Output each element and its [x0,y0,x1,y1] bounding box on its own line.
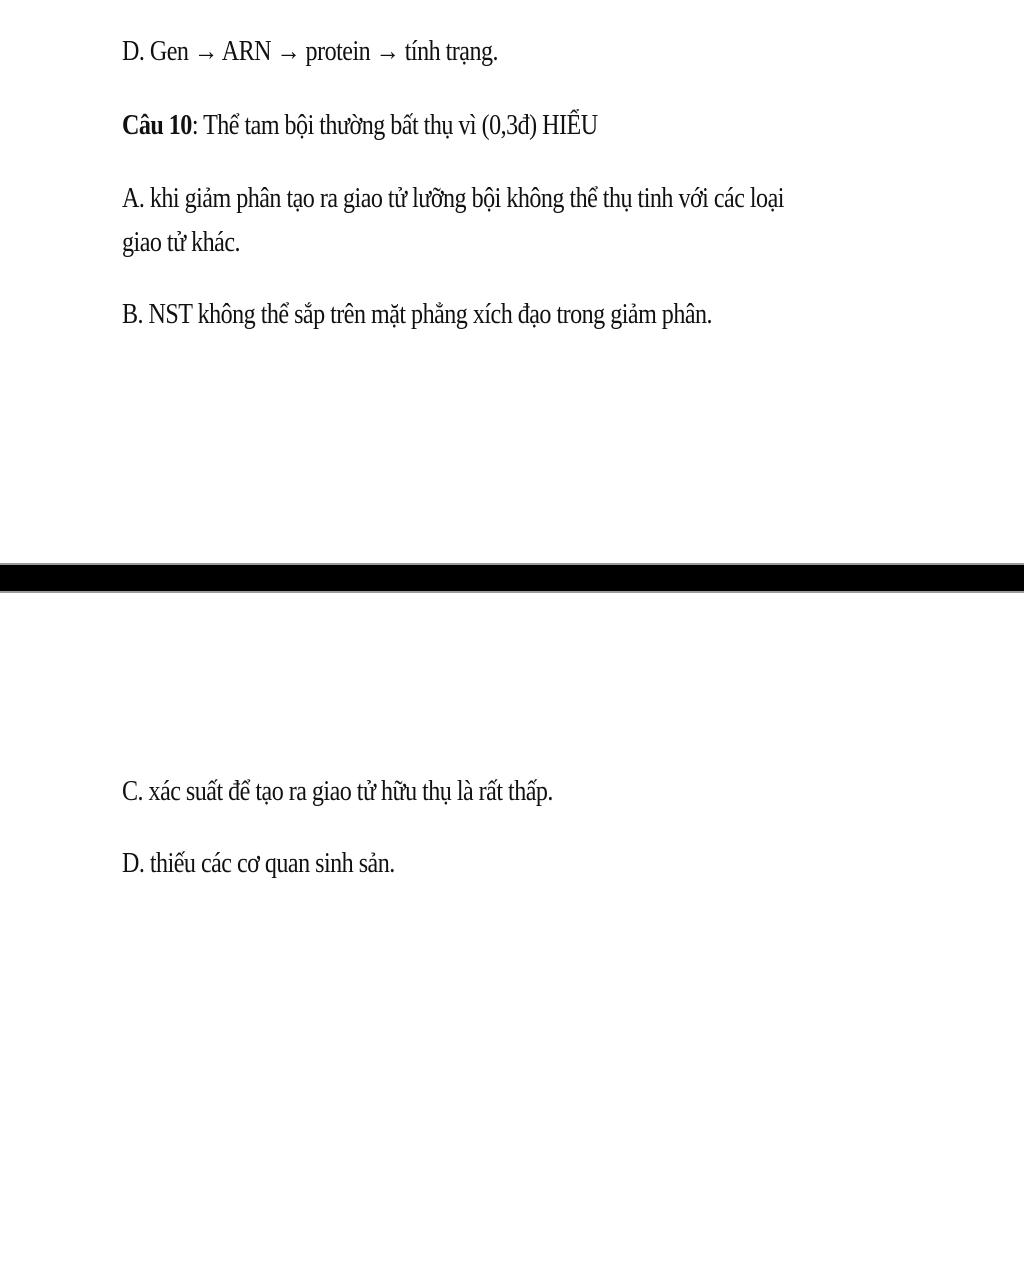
option-c: C. xác suất để tạo ra giao tử hữu thụ là rất thấp. [122,776,553,807]
question-10 [122,104,598,148]
question-label: Câu 10 [122,110,192,141]
document-page-bottom [0,593,1024,1280]
page-divider [0,563,1024,593]
option-a-line-1: A. khi giảm phân tạo ra giao tử lưỡng bội không thể thụ tinh với các loại [122,183,784,214]
option-b: B. NST không thể sắp trên mặt phẳng xích đạo trong giảm phân. [122,299,713,330]
option-d: D. thiếu các cơ quan sinh sản. [122,848,395,879]
option-a-line-2: giao tử khác. [122,227,241,258]
document-page-top [0,0,1024,563]
previous-option-d: D. Gen → ARN → protein → tính trạng. [122,36,499,67]
question-text: : Thể tam bội thường bất thụ vì (0,3đ) HIỂU [191,110,598,141]
